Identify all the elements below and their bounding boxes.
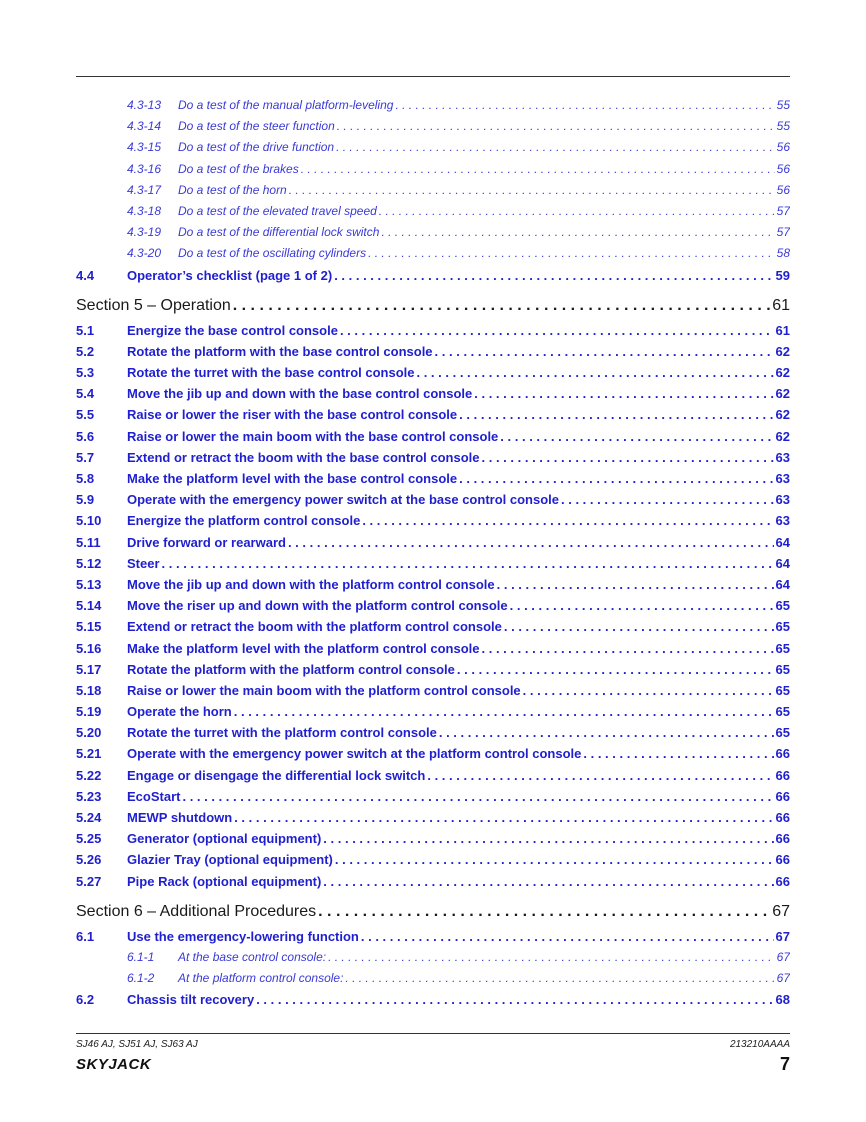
dot-leader — [335, 849, 774, 870]
toc-entry-number: 5.3 — [76, 365, 95, 381]
toc-entry-page: 63 — [775, 492, 790, 508]
toc-entry-number: 4.3-19 — [127, 225, 162, 240]
dot-leader — [497, 574, 774, 595]
toc-entry-title: Move the jib up and down with the base control console — [127, 386, 473, 402]
toc-entry-page: 66 — [775, 810, 790, 825]
toc-entry-page: 67 — [775, 928, 790, 944]
toc-entry-title: Operator’s checklist (page 1 of 2) — [127, 267, 333, 283]
dot-leader — [474, 383, 773, 404]
toc-entry-title: Energize the base control console — [127, 322, 338, 338]
toc-entry-number: 5.4 — [76, 386, 95, 402]
toc-entry-number: 5.13 — [76, 576, 102, 592]
dot-leader — [162, 553, 774, 574]
brand-logo: SKYJACK — [76, 1056, 152, 1073]
toc-section-heading[interactable] — [76, 898, 790, 926]
toc-entry-title: Raise or lower the riser with the base control console — [127, 407, 458, 423]
top-rule — [76, 76, 790, 77]
dot-leader — [381, 222, 774, 243]
toc-entry-number: 5.24 — [76, 810, 102, 825]
dot-leader — [583, 743, 773, 764]
toc-section-heading[interactable] — [76, 292, 790, 320]
toc-entry-page: 66 — [775, 831, 790, 847]
toc-entry-number: 5.2 — [76, 343, 95, 359]
toc-entry-title: Rotate the turret with the platform control console — [127, 725, 437, 741]
toc-entry[interactable] — [76, 532, 790, 553]
toc-entry[interactable] — [76, 362, 790, 383]
toc-entry-page: 62 — [775, 407, 790, 423]
toc-entry[interactable] — [76, 447, 790, 468]
dot-leader — [459, 404, 773, 425]
toc-entry[interactable] — [76, 659, 790, 680]
toc-entry-number: 4.3-17 — [127, 182, 162, 197]
toc-entry-title: Do a test of the oscillating cylinders — [178, 246, 367, 261]
toc-entry-number: 5.15 — [76, 619, 102, 635]
toc-entry-number: 5.25 — [76, 831, 102, 847]
toc-entry-number: 4.3-14 — [127, 119, 162, 134]
toc-entry[interactable] — [76, 849, 790, 870]
toc-entry-number: 5.8 — [76, 471, 95, 486]
toc-entry[interactable] — [76, 680, 790, 701]
toc-entry[interactable] — [76, 116, 790, 137]
toc-entry[interactable] — [76, 341, 790, 362]
toc-entry-title: At the platform control console: — [178, 971, 344, 986]
toc-entry-page: 55 — [776, 119, 790, 134]
toc-entry-title: Do a test of the manual platform-leveling — [178, 98, 394, 112]
toc-entry-page: 65 — [775, 598, 790, 614]
dot-leader — [361, 926, 774, 947]
toc-entry-page: 65 — [775, 619, 790, 635]
dot-leader — [379, 201, 775, 222]
dot-leader — [427, 765, 773, 786]
toc-entry-page: 61 — [775, 322, 790, 338]
dot-leader — [482, 447, 774, 468]
toc-entry-page: 64 — [775, 534, 790, 550]
toc-entry-title: Operate with the emergency power switch at the platform control console — [127, 746, 582, 762]
dot-leader — [233, 292, 770, 320]
toc-entry-title: Section 6 – Additional Procedures — [76, 902, 317, 920]
toc-entry-title: Section 5 – Operation — [76, 296, 231, 314]
toc-entry-number: 5.20 — [76, 725, 102, 741]
toc-entry-number: 5.9 — [76, 492, 95, 508]
toc-entry-title: EcoStart — [127, 788, 181, 804]
dot-leader — [457, 659, 774, 680]
toc-entry-number: 5.14 — [76, 598, 102, 614]
dot-leader — [362, 510, 773, 531]
toc-entry[interactable] — [76, 638, 790, 659]
toc-entry-number: 5.21 — [76, 746, 102, 762]
toc-entry[interactable] — [76, 786, 790, 807]
toc-entry-page: 67 — [776, 949, 790, 964]
toc-entry-page: 62 — [775, 365, 790, 381]
toc-entry-title: Steer — [127, 555, 160, 571]
toc-entry-page: 63 — [775, 471, 790, 486]
toc-entry-title: Do a test of the drive function — [178, 140, 335, 155]
toc-entry-page: 57 — [776, 203, 790, 218]
toc-entry-page: 56 — [776, 161, 790, 176]
toc-entry-number: 5.18 — [76, 682, 102, 698]
toc-entry-page: 66 — [775, 746, 790, 762]
toc-entry-page: 66 — [775, 852, 790, 868]
toc-entry-number: 4.3-18 — [127, 203, 162, 218]
toc-entry[interactable] — [76, 926, 790, 947]
toc-entry-number: 4.3-15 — [127, 140, 162, 155]
toc-entry[interactable] — [76, 201, 790, 222]
toc-entry-page: 64 — [775, 555, 790, 571]
toc-entry-number: 5.23 — [76, 788, 102, 804]
dot-leader — [323, 828, 773, 849]
toc-entry[interactable] — [76, 489, 790, 510]
footer-doc-number: 213210AAAA — [729, 1039, 790, 1050]
toc-entry-page: 56 — [776, 140, 790, 155]
dot-leader — [561, 489, 774, 510]
dot-leader — [439, 722, 774, 743]
toc-entry-page: 55 — [776, 98, 790, 112]
toc-entry[interactable] — [76, 95, 790, 116]
toc-entry-page: 62 — [775, 428, 790, 444]
toc-entry-title: Operate the horn — [127, 704, 232, 720]
dot-leader — [336, 137, 775, 158]
toc-entry-page: 58 — [776, 246, 790, 261]
toc-entry[interactable] — [76, 871, 790, 892]
toc-entry-page: 65 — [775, 725, 790, 741]
toc-entry[interactable] — [76, 468, 790, 489]
toc-entry-title: Rotate the turret with the base control console — [127, 365, 415, 381]
dot-leader — [337, 116, 775, 137]
toc-entry-title: MEWP shutdown — [127, 810, 233, 825]
toc-entry-number: 5.10 — [76, 513, 102, 529]
toc-entry-page: 62 — [775, 386, 790, 402]
toc-entry-number: 5.26 — [76, 852, 102, 868]
dot-leader — [234, 807, 773, 828]
toc-entry-number: 5.12 — [76, 555, 102, 571]
dot-leader — [345, 968, 774, 989]
dot-leader — [323, 871, 773, 892]
toc-entry[interactable] — [76, 265, 790, 286]
toc-entry[interactable] — [76, 743, 790, 764]
toc-entry-title: Move the riser up and down with the platform control console — [127, 598, 508, 614]
toc-entry-title: Operate with the emergency power switch at the base control console — [127, 492, 559, 508]
toc-entry-title: Do a test of the steer function — [178, 119, 335, 134]
toc-entry-title: Do a test of the horn — [178, 182, 287, 197]
toc-entry-title: Pipe Rack (optional equipment) — [127, 873, 322, 889]
dot-leader — [523, 680, 774, 701]
toc-entry-title: Do a test of the differential lock switch — [178, 225, 380, 240]
footer-rule — [76, 1033, 790, 1034]
toc-entry-number: 6.1 — [76, 928, 95, 944]
toc-entry-number: 5.11 — [76, 534, 101, 550]
toc-entry-page: 66 — [775, 788, 790, 804]
dot-leader — [328, 947, 775, 968]
toc-entry-page: 62 — [775, 343, 790, 359]
toc-entry[interactable] — [76, 701, 790, 722]
toc-entry[interactable] — [76, 947, 790, 968]
toc-entry-number: 5.22 — [76, 767, 102, 783]
toc-entry[interactable] — [76, 137, 790, 158]
dot-leader — [504, 616, 774, 637]
toc-entry[interactable] — [76, 426, 790, 447]
toc-entry-page: 65 — [775, 704, 790, 720]
toc-entry-title: Extend or retract the boom with the platform control console — [127, 619, 502, 635]
toc-entry-title: Energize the platform control console — [127, 513, 361, 529]
toc-entry[interactable] — [76, 383, 790, 404]
page-number: 7 — [779, 1054, 790, 1074]
toc-entry-page: 64 — [775, 576, 790, 592]
toc-entry-number: 5.17 — [76, 661, 102, 677]
toc-entry[interactable] — [76, 159, 790, 180]
toc-entry-page: 61 — [772, 296, 790, 314]
toc-entry-title: Make the platform level with the platform control console — [127, 640, 480, 656]
toc-entry-number: 5.7 — [76, 449, 95, 465]
toc-entry[interactable] — [76, 222, 790, 243]
toc-entry-number: 5.19 — [76, 704, 102, 720]
toc-entry-title: Do a test of the brakes — [178, 161, 299, 176]
dot-leader — [182, 786, 773, 807]
dot-leader — [256, 989, 773, 1010]
toc-entry[interactable] — [76, 989, 790, 1010]
dot-leader — [318, 898, 770, 926]
toc-entry[interactable] — [76, 243, 790, 264]
toc-entry[interactable] — [76, 320, 790, 341]
toc-entry-number: 5.27 — [76, 873, 102, 889]
toc-entry-page: 67 — [776, 971, 790, 986]
dot-leader — [289, 180, 775, 201]
toc-entry[interactable] — [76, 574, 790, 595]
dot-leader — [500, 426, 773, 447]
dot-leader — [395, 95, 774, 116]
toc-entry-page: 66 — [775, 873, 790, 889]
toc-entry[interactable] — [76, 722, 790, 743]
toc-entry-title: At the base control console: — [178, 949, 327, 964]
footer-models: SJ46 AJ, SJ51 AJ, SJ63 AJ — [76, 1039, 198, 1050]
toc-entry-title: Rotate the platform with the base control console — [127, 343, 433, 359]
toc-entry[interactable] — [76, 595, 790, 616]
toc-entry-title: Glazier Tray (optional equipment) — [127, 852, 333, 868]
toc-entry-page: 65 — [775, 661, 790, 677]
toc-entry-number: 5.6 — [76, 428, 95, 444]
toc-entry-number: 6.1-1 — [127, 949, 155, 964]
dot-leader — [340, 320, 774, 341]
toc-entry-title: Make the platform level with the base control console — [127, 471, 458, 486]
toc-entry-title: Do a test of the elevated travel speed — [178, 203, 377, 218]
toc-entry-page: 66 — [775, 767, 790, 783]
toc-entry-number: 4.4 — [76, 267, 95, 283]
toc-entry-page: 65 — [775, 682, 790, 698]
toc-entry-title: Rotate the platform with the platform control console — [127, 661, 455, 677]
toc-entry-title: Engage or disengage the differential lock switch — [127, 767, 426, 783]
toc-entry-number: 4.3-20 — [127, 246, 162, 261]
toc-entry-page: 65 — [775, 640, 790, 656]
toc-entry[interactable] — [76, 553, 790, 574]
dot-leader — [234, 701, 774, 722]
dot-leader — [301, 159, 775, 180]
dot-leader — [482, 638, 774, 659]
toc-entry-title: Move the jib up and down with the platform control console — [127, 576, 495, 592]
toc-entry[interactable] — [76, 404, 790, 425]
toc-entry-title: Raise or lower the main boom with the base control console — [127, 428, 499, 444]
dot-leader — [459, 468, 773, 489]
toc-entry-number: 6.1-2 — [127, 971, 155, 986]
toc-entry-number: 5.1 — [76, 322, 95, 338]
toc-entry-page: 68 — [775, 992, 790, 1008]
toc-entry[interactable] — [76, 616, 790, 637]
toc-entry-title: Chassis tilt recovery — [127, 992, 255, 1008]
toc-entry-number: 5.16 — [76, 640, 102, 656]
table-of-contents — [76, 95, 790, 1011]
toc-entry-title: Drive forward or rearward — [127, 534, 286, 550]
toc-entry-page: 67 — [772, 902, 790, 920]
toc-entry-title: Raise or lower the main boom with the platform control console — [127, 682, 521, 698]
toc-entry[interactable] — [76, 968, 790, 989]
dot-leader — [510, 595, 774, 616]
toc-entry[interactable] — [76, 765, 790, 786]
dot-leader — [435, 341, 774, 362]
toc-entry-number: 4.3-16 — [127, 161, 162, 176]
toc-entry-number: 4.3-13 — [127, 98, 162, 112]
toc-entry[interactable] — [76, 807, 790, 828]
dot-leader — [368, 243, 775, 264]
dot-leader — [416, 362, 773, 383]
dot-leader — [334, 265, 773, 286]
toc-entry-page: 63 — [775, 449, 790, 465]
dot-leader — [288, 532, 774, 553]
toc-entry-number: 6.2 — [76, 992, 95, 1008]
toc-entry[interactable] — [76, 828, 790, 849]
toc-entry[interactable] — [76, 180, 790, 201]
toc-entry-number: 5.5 — [76, 407, 95, 423]
toc-entry-page: 63 — [775, 513, 790, 529]
toc-entry-page: 57 — [776, 225, 790, 240]
toc-entry-title: Generator (optional equipment) — [127, 831, 322, 847]
toc-entry-title: Use the emergency-lowering function — [127, 928, 359, 944]
toc-entry-title: Extend or retract the boom with the base control console — [127, 449, 480, 465]
toc-entry-page: 56 — [776, 182, 790, 197]
toc-entry-page: 59 — [775, 267, 790, 283]
toc-entry[interactable] — [76, 510, 790, 531]
